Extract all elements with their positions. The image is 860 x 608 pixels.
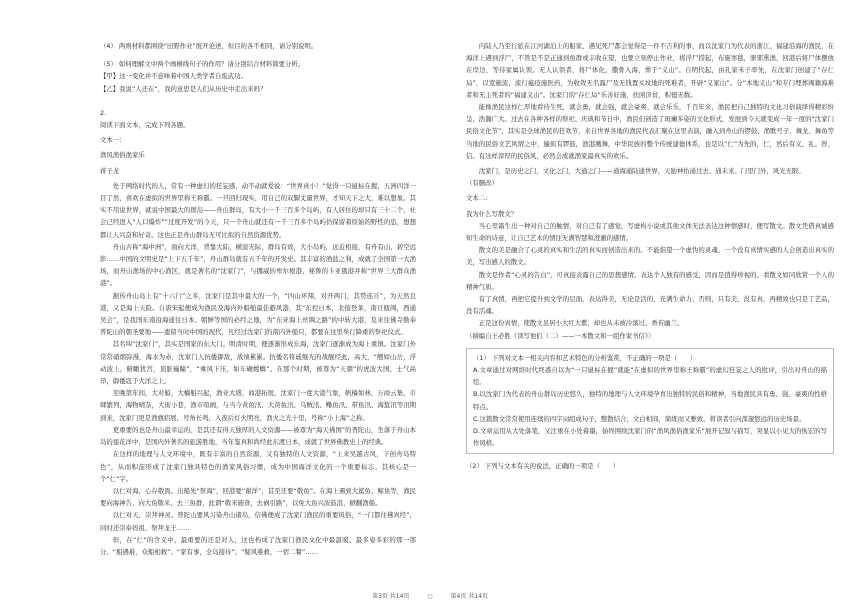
- question-2: （2） 下列与文本有关的说法，正确的一项是（ ）: [466, 461, 620, 470]
- paragraph: 正是这份真情，使散文虽居小大红大紫，却也从未被冷落过。香若幽兰。: [478, 319, 684, 328]
- paragraph: 在这样的地理与人文环境中，既有丰富的自然资源，又有独特的人文资源，“上来吴越古风，下创舟岛特色”，从而积淀形成了沈家门独具特色的渔家风俗习惯，成为中国海洋文化的一个重要标志。其核心是一个“仁”字。: [100, 450, 416, 483]
- question-number: 2.: [100, 108, 107, 117]
- paragraph: 内陆人乃至行旅在江河湖泊上的船家，遇见死尸都会觉得是一件不吉利的事，而以沈家门为代表的浙江、福建沿海的渔民，在海洋上遇到浮尸，不管是不是正通到鱼群或丰收在望，也要立刻停止作业，将浮尸捞起，布施寒毯，驱邪熏渔，回港后将尸体摆放在岸边，等待家属认领。无人认领者，将尸体化，撒骨入海，葬于“义山”。自明代起，由孔家禾子率先，在沈家门创建了“存仁局”，以宽施流，流行瘟疫施医药，为收敛无名露尸及无钱置买坟地的死难者，开辟“义冢山”。分“本地义山”和专门埋葬闽籍海难者和无主死者的“福建义山”。沈家门的“存仁局”乐善好施，扶困济贫，积德无数。: [466, 42, 834, 99]
- left-page-number: 第3页 共14页: [372, 593, 410, 600]
- paragraph: 以仁对天，崇拜神灵。普陀山要风习染舟山诸岛，信佛便成了沈家门渔民的重要风俗，“一门都住佛真经”，同时还崇奉妈祖、祭拜龙王……: [100, 511, 416, 532]
- source-note: （摘编自王必胜《读写他们（二）——一本散文和一组作家书信》）: [466, 331, 655, 340]
- article-title: 渔风渔俗渔家乐: [100, 151, 145, 160]
- question-5-sentence-a: 【甲】这一变化并不意味着中国人类学者自废武功。: [100, 72, 247, 81]
- paragraph: 以仁对海，心存敬畏。出船先“祭海”，回港要“谢洋”，甚至还要“敬鱼”。在海上遇到大鲨鱼、鲸鱼等，渔民要向海神告，向大鱼敬米、去三鱼群，此谓“敬米施食，去祸引路”，以免大鱼兴波鼓浪，掀翻渔船。: [100, 486, 416, 508]
- text2-label: 文本二：: [466, 194, 492, 203]
- paragraph: 散文的美是融合了心灵的真实和生活的真实而创造出来的。不能指望一个虚伪的灵魂、一个没有真情实感的人会创造出真实的美，写出感人的散文。: [466, 246, 834, 267]
- text2-question: 我为什么写散文？: [466, 209, 518, 218]
- right-page: [430, 0, 860, 608]
- question-1-box: [466, 348, 834, 454]
- paragraph: 更重要的也是舟山最幸运的，是其还有得天独厚的人文资源——被尊为“海天佛国”的普陀山，坐落于舟山本岛的莲花洋中，是国内外著名的旅游胜地，当年鉴真和尚经此东渡日本，成就了世界佛教史上的经典。: [100, 425, 416, 447]
- paragraph: 沈家门，是历史之门，文化之门，大通之门——通海通陆通世界，天励神佑通过去、通未来。门里门外，风光无限。: [478, 167, 805, 176]
- question-1: （1） 下列对文本一相关内容和艺术特色的分析鉴赏，不正确的一项是（ ）: [473, 353, 697, 362]
- footer-separator: ○: [427, 593, 433, 600]
- question-5: （5） 如何理解文中两个画横线句子的作用？请分别结合材料简要分析。: [100, 60, 305, 69]
- text1-label: 文本一：: [100, 136, 126, 145]
- paragraph: 至晚第年间，大对船，大楠船兴起，渔业大盛，商港拓展，沈家门一度大港气象，帆樯如林，万商云集，市肆繁列，海物晴杂，大街小巷，渔市喧闹，与当今黄鱼汛、大黄鱼汛、乌贼汛、鳓鱼汛、带鱼汛、海蜇汛等汛期到来，沈家门更是渔旗招展，号角长鸣，入夜后灯火明亮，渔火之光十里，号称“小上海”之称。: [100, 389, 416, 422]
- paragraph: 处于网络时代的人，常有一种虚幻的狂妄感，动不动就爱说：“世界真小！”觉得一只鼠标在握，五洲四洋一目了然，喜欢在虚拟的世界里称王称霸。一旦回归现实，用自己的双脚丈量世界，才知天下之大，难以想象。其实不用说世界，就说中国最大的群岛——舟山群岛，有大小一千三百多个岛屿，有人居住的却只有三十二个，社会已经进入“人口爆炸”“过度开发”的今天，只一个舟山就还有一千三百多个岛屿仍保留着原始的野性的恣，想想都让人兴奋和好奇。这也正是舟山群岛无可比拟的自然资源优势。: [100, 181, 416, 239]
- source-note: （有删改）: [466, 179, 498, 188]
- paragraph: 舟山古称“海中洲”，面向大洋，背靠大陆，横波无际，群岛有致，大小岛屿，远近相接，有舟有山，碧空远影……中国的文明史是“上下五千年”，舟山群岛就有五千年的开发史。其丰富的渔盐之利，成就了全国第一大渔场，而舟山渔场的中心渔区，就是著名的“沈家门”，与挪威的卑尔根港、秘鲁的卡亚俄港并称“世界三大群众渔港”。: [100, 242, 416, 288]
- paragraph: 能像渔民这样仁厚地看待生死，就会勇，就会强，就会豪爽、就会乐乐，千百年来，渔民把自己独特的文化习俗演绎得精彩纷呈，浩瀚广大。过去在各种各样的祭祀、庆典和节日中，渔民们创造了斑斓多姿的文化形式，发展到今天就变成一年一度的“沈家门民俗文化节”，其实是全球渔民的狂欢节，来自世界各地的渔民代表汇聚在这里表演，融入到舟山的锣鼓、渔歌号子、舞龙、舞鱼等当地的民俗文艺风情之中，遍街有锣鼓，渔港溅舞，中华民族的整个传统建德体系，也是以“仁”为先的，仁，然后有义、礼、智、信。有这样淳厚的民俗风，必然会成就渔家最真实的欢乐。: [466, 103, 834, 160]
- article-author: 蒋子龙: [100, 166, 120, 175]
- option-b: B.以沈家门为代表的舟山群岛历史悠久，独特的地理与人文环境孕育出独特的民俗和精神，当地渔民具有勇、强、豪爽的性格特点。: [473, 390, 827, 411]
- paragraph: 但，在“仁”的含义中，最重要的还是对人，这也构成了沈家门渔民文化中最温暖、最多姿多彩的那一部分。“船遇难，众船相救”；“家有事，全岛接待”；“疑风难救，一宿二餐”……: [100, 535, 416, 556]
- paragraph: 有了真情，再把它提升到文学的层面，表达得美，无论是活的，充满生命力、否则，只有美，没有真，再精致也只是工艺品，没有活魂。: [466, 295, 834, 316]
- option-c: C.这篇散文常常使用连续的四字词组成句子，整散结合，文白相间，简练而又雅致，将读者引向深邃悠远的历史场景。: [473, 414, 806, 423]
- page-footer: [0, 591, 860, 600]
- question-4: （4） 两则材料都围绕“田野作业”展开论述，但目的各不相同，请分别说明。: [100, 42, 318, 50]
- right-page-number: 第4页 共14页: [450, 593, 488, 600]
- option-d: D.文章运用从大处落笔，又注重在小处着墨，始终围绕沈家门的“渔风渔俗渔家乐”展开记叙与描写，突显以小见大的恢宏的写作风格。: [473, 427, 827, 448]
- paragraph: 据传舟山岛上有“十六门”之多，沈家门是其中最大的一个，“四山环翔，对开两门，其势连亘”，为天然良港，又是海上天险。自唐宋起便成为渔民及海内外船舶最佳避风港，其“东控日本，北接登莱，南亘瓯闽，西通吴会”，是我国东南沿海通往日本、朝鲜等国的必经之地，为“东亚海上丝绸之路”的中转大港，及来往佛寺勤奉普陀山的朝圣要地——遗留当时中国的现代，凡经过沈家门的南内外船只，都要在这里举行降重的祭祀仪式。: [100, 291, 416, 337]
- question-instruction: 阅读下面文本，完成下列各题。: [100, 121, 190, 130]
- question-5-sentence-b: 【乙】我说“人还在”，我的意思是人们从历史中走出来吗？: [100, 84, 267, 93]
- paragraph: 散文是作者“心灵的告白”，可真接表露自己的思想感情，表达个人独有的感受，因而是值得珍视的。看散文如同欣赏一个人的精神气质。: [466, 270, 834, 291]
- option-a: A.文章通过对网络时代终惑自以为“一只鼠标在握”就能“在虚拟的世界里称王称霸”的虚幻狂妄之人的批评，引出对舟山的描绘。: [473, 366, 827, 387]
- paragraph: 其名叫“沈家门”，其实是国家的东大门。明清时期，便逐渐形成东海，沈家门逐渐成为海上重镇。沈家门外常常硝烟弥漫，海水为赤，沈家门人抗倭御敌，战绩累累。抗倭名将戚继光的战舰经此，高大，“艘如山岳，浮动波上，俯瞰犹宫，顶脏巍瞳”，“乘风下压，如车碾螳螂”。在那个时期，被尊为“天朝”的虎波大国，士气高昂，御倭寇于大洋之上。: [100, 340, 416, 386]
- paragraph: 当心里霜生出一种对自己的触情，对自己有了感觉，写虚构小说或其他文体无法表达这种情感时，便写散文。散文凭借真诚感知生命的诗意，让自己艺术的情往无满智慧和澄澈的感情。: [466, 221, 834, 243]
